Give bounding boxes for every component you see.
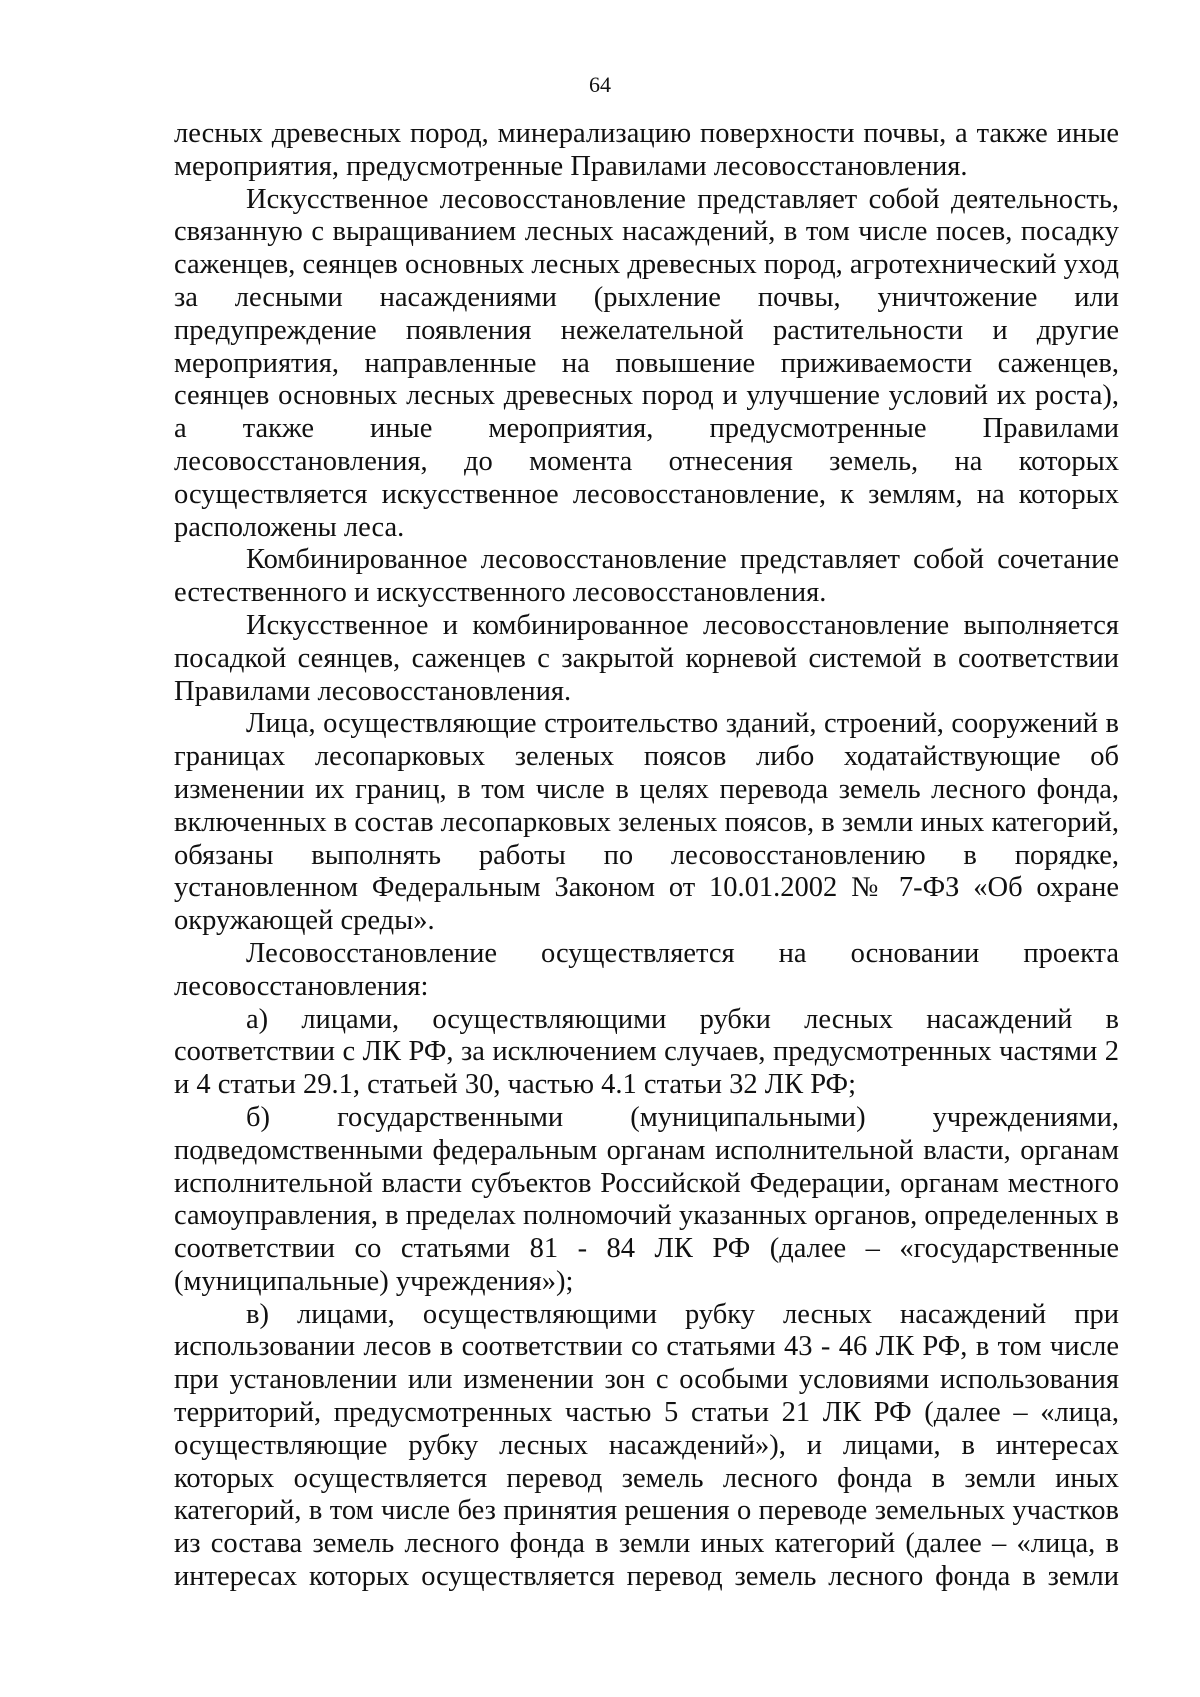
page-number: 64 bbox=[589, 72, 611, 97]
paragraph-0: лесных древесных пород, минерализацию поверхности почвы, а также иные мероприятия, предусмотренные Правилами лесовосстановления. bbox=[174, 118, 1119, 182]
paragraph-4: Лица, осуществляющие строительство зданий, строений, сооружений в границах лесопарковых зеленых поясов либо ходатайствующие об изменении их границ, в том числе в целях перевода земель лесного фонда, включенных в состав лесопарковых зеленых поясов, в земли иных категорий, обязаны выполнять работы по лесовосстановлению в порядке, установленном Федеральным Законом от 10.01.2002 № 7-ФЗ «Об охране окружающей среды». bbox=[174, 708, 1119, 937]
paragraph-1: Искусственное лесовосстановление представляет собой деятельность, связанную с выращиванием лесных насаждений, в том числе посев, посадку саженцев, сеянцев основных лесных древесных пород, агротехнический уход за лесными насаждениями (рыхление почвы, уничтожение или предупреждение появления нежелательной растительности и другие мероприятия, направленные на повышение приживаемости саженцев, сеянцев основных лесных древесных пород и улучшение условий их роста), а также иные мероприятия, предусмотренные Правилами лесовосстановления, до момента отнесения земель, на которых осуществляется искусственное лесовосстановление, к землям, на которых расположены леса. bbox=[174, 183, 1119, 543]
paragraph-7: б) государственными (муниципальными) учреждениями, подведомственными федеральным органам исполнительной власти, органам исполнительной власти субъектов Российской Федерации, органам местного самоуправления, в пределах полномочий указанных органов, определенных в соответствии со статьями 81 - 84 ЛК РФ (далее – «государственные (муниципальные) учреждения»); bbox=[174, 1101, 1119, 1297]
document-body bbox=[174, 118, 1119, 1594]
paragraph-6: а) лицами, осуществляющими рубки лесных насаждений в соответствии с ЛК РФ, за исключением случаев, предусмотренных частями 2 и 4 статьи 29.1, статьей 30, частью 4.1 статьи 32 ЛК РФ; bbox=[174, 1003, 1119, 1101]
paragraph-5: Лесовосстановление осуществляется на основании проекта лесовосстановления: bbox=[174, 937, 1119, 1002]
paragraph-2: Комбинированное лесовосстановление представляет собой сочетание естественного и искусственного лесовосстановления. bbox=[174, 544, 1119, 609]
paragraph-3: Искусственное и комбинированное лесовосстановление выполняется посадкой сеянцев, саженцев с закрытой корневой системой в соответствии Правилами лесовосстановления. bbox=[174, 609, 1119, 707]
paragraph-8: в) лицами, осуществляющими рубку лесных насаждений при использовании лесов в соответствии со статьями 43 - 46 ЛК РФ, в том числе при установлении или изменении зон с особыми условиями использования территорий, предусмотренных частью 5 статьи 21 ЛК РФ (далее – «лица, осуществляющие рубку лесных насаждений»), и лицами, в интересах которых осуществляется перевод земель лесного фонда в земли иных категорий, в том числе без принятия решения о переводе земельных участков из состава земель лесного фонда в земли иных категорий (далее – «лица, в интересах которых осуществляется перевод земель лесного фонда в земли bbox=[174, 1298, 1119, 1593]
